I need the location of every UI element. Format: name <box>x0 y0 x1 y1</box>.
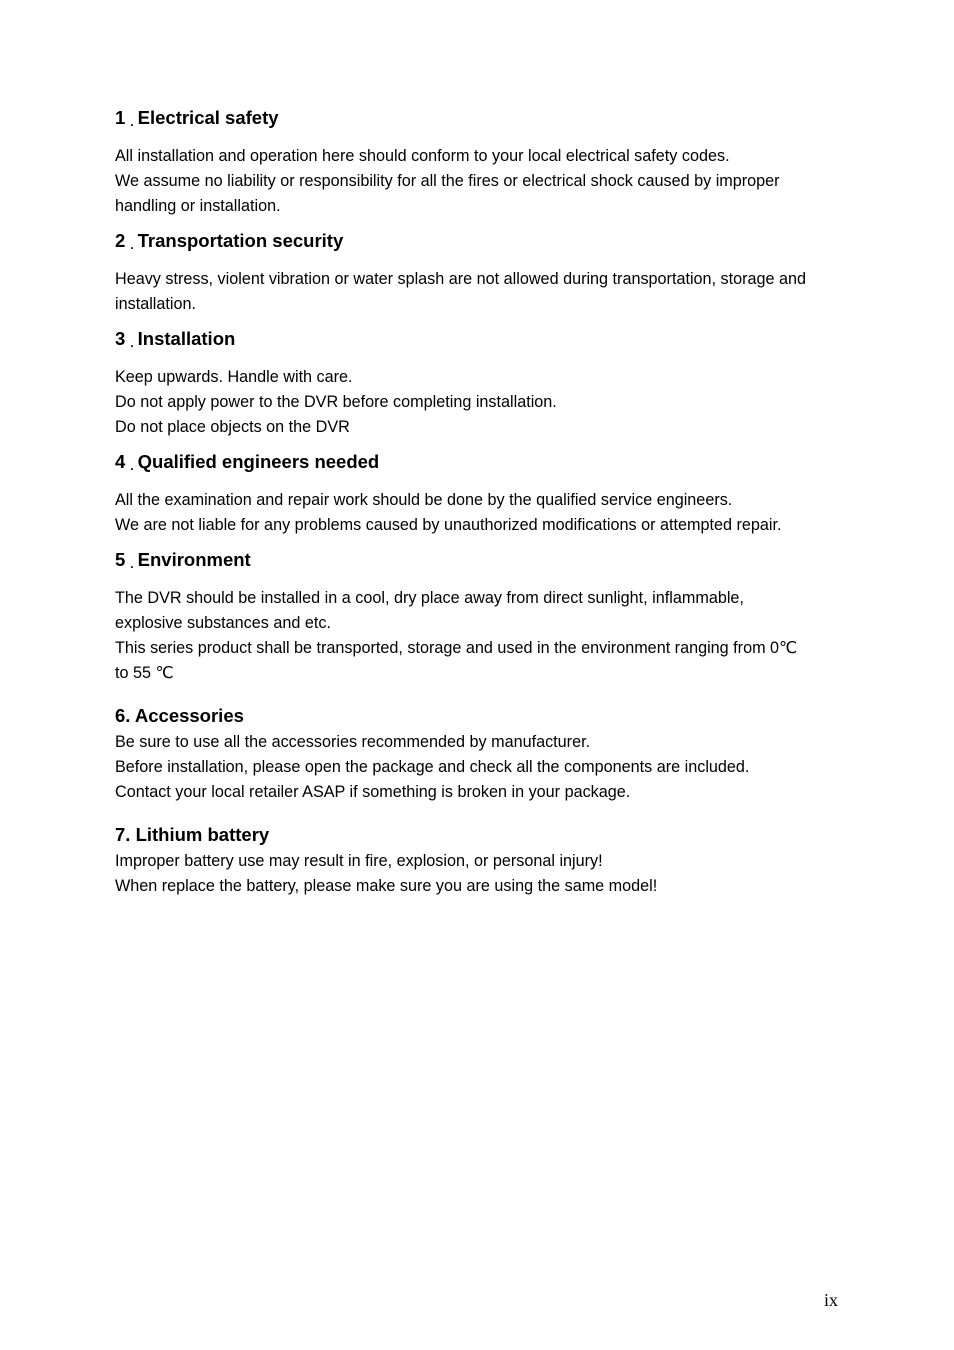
section-title: Installation <box>137 328 236 349</box>
section-accessories <box>115 702 845 805</box>
body-line: Before installation, please open the package and check all the components are included. <box>115 758 750 776</box>
body-line: Do not place objects on the DVR <box>115 418 350 436</box>
section-title: Environment <box>137 549 251 570</box>
body-line: We are not liable for any problems caused by unauthorized modifications or attempted repair. <box>115 516 782 534</box>
page-number: ix <box>823 1290 838 1310</box>
body-line: installation. <box>115 295 196 313</box>
section-separator: . <box>130 459 134 473</box>
body-line: Do not apply power to the DVR before completing installation. <box>115 393 557 411</box>
section-heading <box>115 325 845 357</box>
section-body <box>115 849 845 899</box>
section-title: Qualified engineers needed <box>137 451 380 472</box>
section-lithium-battery <box>115 821 845 899</box>
section-heading: 7. Lithium battery <box>115 824 270 845</box>
section-transportation-security <box>115 227 845 317</box>
section-title: Transportation security <box>137 230 344 251</box>
section-number: 3 <box>115 328 126 349</box>
section-body <box>115 488 845 538</box>
section-number: 2 <box>115 230 126 251</box>
body-line: Be sure to use all the accessories recommended by manufacturer. <box>115 733 591 751</box>
section-separator: . <box>130 238 134 252</box>
section-heading <box>115 227 845 259</box>
section-heading: 6. Accessories <box>115 705 244 726</box>
body-line: Contact your local retailer ASAP if something is broken in your package. <box>115 783 631 801</box>
section-separator: . <box>130 557 134 571</box>
section-body <box>115 267 845 317</box>
body-line: Keep upwards. Handle with care. <box>115 368 353 386</box>
section-title: Electrical safety <box>137 107 279 128</box>
section-separator: . <box>130 336 134 350</box>
body-line: explosive substances and etc. <box>115 614 331 632</box>
body-line: This series product shall be transported, storage and used in the environment ranging from 0℃ <box>115 639 798 657</box>
section-heading <box>115 448 845 480</box>
section-qualified-engineers <box>115 448 845 538</box>
body-line: Heavy stress, violent vibration or water splash are not allowed during transportation, storage and <box>115 270 807 288</box>
body-line: We assume no liability or responsibility for all the fires or electrical shock caused by improper <box>115 172 780 190</box>
section-body <box>115 730 845 805</box>
body-line: handling or installation. <box>115 197 281 215</box>
body-line: All the examination and repair work should be done by the qualified service engineers. <box>115 491 733 509</box>
section-environment <box>115 546 845 686</box>
section-body <box>115 586 845 686</box>
section-number: 1 <box>115 107 126 128</box>
section-heading <box>115 104 845 136</box>
section-electrical-safety <box>115 104 845 219</box>
section-body <box>115 365 845 440</box>
section-number: 4 <box>115 451 126 472</box>
document-page <box>115 104 845 899</box>
body-line: All installation and operation here should conform to your local electrical safety codes. <box>115 147 730 165</box>
section-body <box>115 144 845 219</box>
section-installation <box>115 325 845 440</box>
section-separator: . <box>130 115 134 129</box>
section-number: 5 <box>115 549 126 570</box>
body-line: to 55 ℃ <box>115 664 174 682</box>
section-heading <box>115 546 845 578</box>
body-line: Improper battery use may result in fire, explosion, or personal injury! <box>115 852 603 870</box>
body-line: When replace the battery, please make sure you are using the same model! <box>115 877 658 895</box>
body-line: The DVR should be installed in a cool, dry place away from direct sunlight, inflammable, <box>115 589 744 607</box>
